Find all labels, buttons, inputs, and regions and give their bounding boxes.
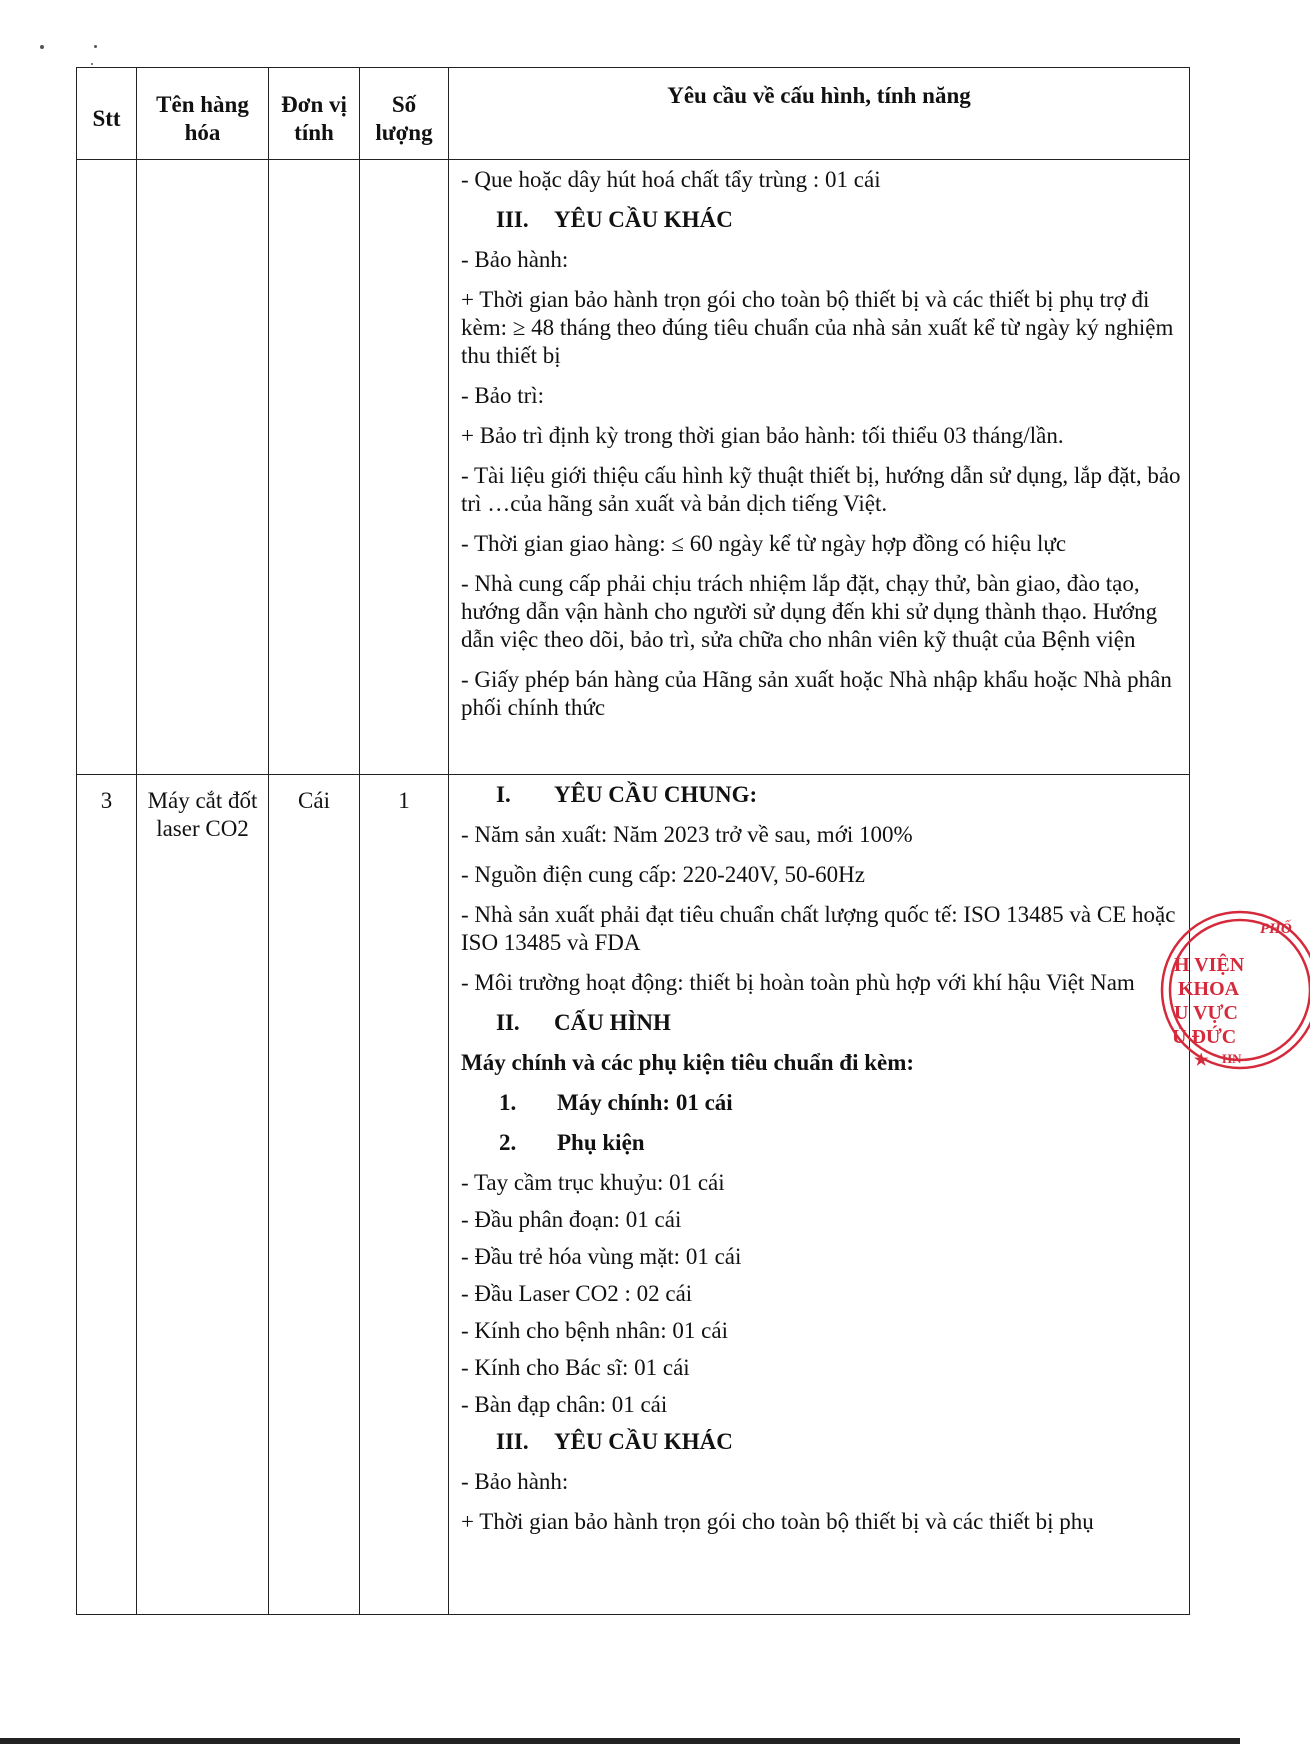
requirement-line: - Nhà cung cấp phải chịu trách nhiệm lắp đặt, chạy thử, bàn giao, đào tạo, hướng dẫn vận hành cho người sử dụng đến khi sử dụng thành thạo. Hướng dẫn việc theo dõi, bảo trì, sửa chữa cho nhân viên kỹ thuật của Bệnh viện	[461, 571, 1158, 652]
scan-speck	[91, 63, 93, 65]
cell-qty: 1	[360, 775, 449, 1615]
accessory-item: - Bàn đạp chân: 01 cái	[461, 1392, 668, 1417]
seal-star: ★	[1194, 1052, 1209, 1069]
requirement-line: + Thời gian bảo hành trọn gói cho toàn bộ thiết bị và các thiết bị phụ trợ đi kèm: ≥ 48 tháng theo đúng tiêu chuẩn của nhà sản xuất kể từ ngày ký nghiệm thu thiết bị	[461, 287, 1174, 368]
requirement-line: - Que hoặc dây hút hoá chất tẩy trùng : 01 cái	[461, 167, 881, 192]
cell-requirements	[449, 775, 1190, 1615]
table-row-continuation	[77, 160, 1190, 775]
scan-bottom-edge	[0, 1738, 1240, 1744]
header-product-name: Tên hàng hóa	[137, 68, 269, 160]
requirement-line: - Nhà sản xuất phải đạt tiêu chuẩn chất lượng quốc tế: ISO 13485 và CE hoặc ISO 13485 và FDA	[461, 902, 1176, 955]
accessory-item: - Đầu Laser CO2 : 02 cái	[461, 1281, 693, 1306]
cell-name	[137, 160, 269, 775]
section-heading-other: III. YÊU CẦU KHÁC	[496, 1429, 733, 1454]
seal-text: H VIỆN	[1174, 954, 1245, 976]
cell-unit	[269, 160, 360, 775]
table-row-item-3	[77, 775, 1190, 1615]
accessory-item: - Đầu phân đoạn: 01 cái	[461, 1207, 682, 1232]
accessory-item: - Đầu trẻ hóa vùng mặt: 01 cái	[461, 1244, 742, 1269]
config-intro: Máy chính và các phụ kiện tiêu chuẩn đi kèm:	[461, 1050, 915, 1075]
section-heading-general: I. YÊU CẦU CHUNG:	[496, 782, 758, 807]
subheading-accessories: 2. Phụ kiện	[499, 1130, 645, 1155]
seal-text: HN	[1222, 1051, 1242, 1066]
header-quantity: Số lượng	[360, 68, 449, 160]
requirement-line: - Môi trường hoạt động: thiết bị hoàn toàn phù hợp với khí hậu Việt Nam	[461, 970, 1135, 995]
seal-text: Ủ ĐỨC	[1172, 1026, 1237, 1048]
seal-text: PHỐ	[1260, 921, 1292, 937]
accessory-item: - Kính cho Bác sĩ: 01 cái	[461, 1355, 690, 1380]
cell-stt	[77, 160, 137, 775]
requirement-line: - Năm sản xuất: Năm 2023 trở về sau, mới 100%	[461, 822, 913, 847]
seal-text: U VỰC	[1174, 1002, 1238, 1024]
requirement-line: - Giấy phép bán hàng của Hãng sản xuất hoặc Nhà nhập khẩu hoặc Nhà phân phối chính thức	[461, 667, 1172, 720]
specification-table	[76, 67, 1190, 1615]
cell-name: Máy cắt đốt laser CO2	[137, 775, 269, 1615]
scan-speck	[94, 45, 97, 48]
table-header-row	[77, 68, 1190, 160]
scan-speck	[40, 45, 44, 49]
requirement-line: - Nguồn điện cung cấp: 220-240V, 50-60Hz	[461, 862, 865, 887]
accessory-item: - Kính cho bệnh nhân: 01 cái	[461, 1318, 728, 1343]
requirement-line: - Tài liệu giới thiệu cấu hình kỹ thuật thiết bị, hướng dẫn sử dụng, lắp đặt, bảo trì …của hãng sản xuất và bản dịch tiếng Việt.	[461, 463, 1181, 516]
section-heading-other: III. YÊU CẦU KHÁC	[496, 207, 733, 232]
cell-unit: Cái	[269, 775, 360, 1615]
cell-qty	[360, 160, 449, 775]
requirement-line: - Bảo trì:	[461, 383, 545, 408]
header-unit: Đơn vị tính	[269, 68, 360, 160]
subheading-main-unit: 1. Máy chính: 01 cái	[499, 1090, 733, 1115]
cell-requirements	[449, 160, 1190, 775]
seal-text: KHOA	[1178, 978, 1240, 1000]
requirement-line: - Bảo hành:	[461, 247, 569, 272]
requirement-line: + Bảo trì định kỳ trong thời gian bảo hành: tối thiểu 03 tháng/lần.	[461, 423, 1064, 448]
requirement-line: + Thời gian bảo hành trọn gói cho toàn bộ thiết bị và các thiết bị phụ	[461, 1509, 1094, 1534]
requirement-line: - Thời gian giao hàng: ≤ 60 ngày kể từ ngày hợp đồng có hiệu lực	[461, 531, 1067, 556]
requirement-line: - Bảo hành:	[461, 1469, 569, 1494]
cell-stt: 3	[77, 775, 137, 1615]
section-heading-config: II. CẤU HÌNH	[496, 1010, 671, 1035]
header-requirements: Yêu cầu về cấu hình, tính năng	[449, 68, 1190, 160]
accessory-item: - Tay cầm trục khuỷu: 01 cái	[461, 1170, 725, 1195]
header-stt: Stt	[77, 68, 137, 160]
